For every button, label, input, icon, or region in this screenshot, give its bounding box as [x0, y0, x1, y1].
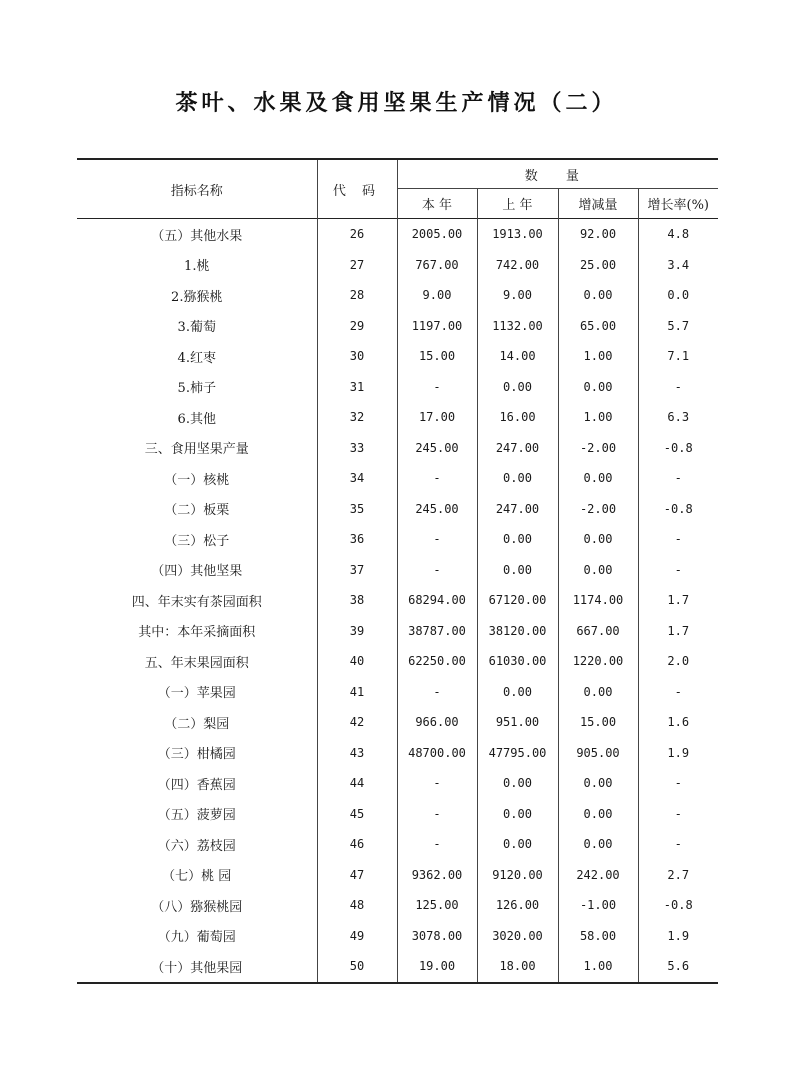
cell-current-year: 62250.00: [397, 646, 477, 677]
cell-change: 0.00: [558, 555, 638, 586]
header-quantity-group: 数 量: [524, 168, 591, 184]
production-table: [77, 158, 718, 984]
cell-indicator-name: 1.桃: [77, 250, 317, 281]
cell-current-year: -: [397, 829, 477, 860]
cell-growth-rate: -: [674, 532, 682, 547]
cell-current-year: 966.00: [397, 707, 477, 738]
cell-code: 38: [317, 585, 397, 616]
header-change: 增减量: [558, 189, 638, 219]
table-row: [77, 921, 718, 952]
cell-indicator-name: 五、年末果园面积: [77, 646, 317, 677]
cell-current-year: 2005.00: [397, 219, 477, 250]
cell-current-year: 68294.00: [397, 585, 477, 616]
cell-code: 31: [317, 372, 397, 403]
cell-code: 36: [317, 524, 397, 555]
cell-previous-year: 742.00: [477, 250, 558, 281]
table-row: [77, 829, 718, 860]
cell-change: 0.00: [558, 463, 638, 494]
table-row: [77, 463, 718, 494]
cell-indicator-name: （六）荔枝园: [77, 829, 317, 860]
cell-previous-year: 0.00: [477, 524, 558, 555]
cell-indicator-name: （三）松子: [77, 524, 317, 555]
cell-change: 92.00: [558, 219, 638, 250]
cell-growth-rate: 7.1: [667, 349, 690, 364]
cell-change: 0.00: [558, 799, 638, 830]
cell-previous-year: 0.00: [477, 799, 558, 830]
table-row: [77, 555, 718, 586]
cell-previous-year: 61030.00: [477, 646, 558, 677]
cell-growth-rate: 5.6: [667, 959, 690, 974]
cell-current-year: -: [397, 372, 477, 403]
table-body: [77, 219, 718, 983]
cell-previous-year: 16.00: [477, 402, 558, 433]
cell-indicator-name: 三、食用坚果产量: [77, 433, 317, 464]
table-row: [77, 951, 718, 983]
cell-indicator-name: （三）柑橘园: [77, 738, 317, 769]
table-row: [77, 280, 718, 311]
cell-code: 35: [317, 494, 397, 525]
cell-change: 1.00: [558, 341, 638, 372]
cell-indicator-name: （二）板栗: [77, 494, 317, 525]
cell-current-year: 3078.00: [397, 921, 477, 952]
cell-growth-rate: -: [674, 684, 682, 699]
cell-current-year: -: [397, 555, 477, 586]
cell-previous-year: 67120.00: [477, 585, 558, 616]
cell-growth-rate: -0.8: [663, 898, 693, 913]
cell-current-year: 19.00: [397, 951, 477, 983]
table-row: [77, 402, 718, 433]
cell-indicator-name: （九）葡萄园: [77, 921, 317, 952]
cell-current-year: 9.00: [397, 280, 477, 311]
cell-previous-year: 9.00: [477, 280, 558, 311]
cell-indicator-name: （八）猕猴桃园: [77, 890, 317, 921]
cell-code: 44: [317, 768, 397, 799]
cell-code: 49: [317, 921, 397, 952]
cell-growth-rate: 2.7: [667, 867, 690, 882]
cell-change: 0.00: [558, 372, 638, 403]
cell-indicator-name: （十）其他果园: [77, 951, 317, 983]
cell-current-year: -: [397, 799, 477, 830]
page-title: 茶叶、水果及食用坚果生产情况（二）: [175, 91, 618, 116]
cell-current-year: -: [397, 463, 477, 494]
cell-previous-year: 9120.00: [477, 860, 558, 891]
cell-growth-rate: -: [674, 562, 682, 577]
cell-growth-rate: 0.0: [667, 288, 690, 303]
table-row: [77, 494, 718, 525]
table-header: [77, 159, 718, 219]
cell-change: -2.00: [558, 433, 638, 464]
cell-growth-rate: -0.8: [663, 501, 693, 516]
cell-previous-year: 0.00: [477, 372, 558, 403]
cell-code: 42: [317, 707, 397, 738]
cell-code: 37: [317, 555, 397, 586]
table-row: [77, 707, 718, 738]
cell-code: 26: [317, 219, 397, 250]
cell-indicator-name: （五）菠萝园: [77, 799, 317, 830]
cell-change: 65.00: [558, 311, 638, 342]
cell-growth-rate: 6.3: [667, 410, 690, 425]
header-current-year: 本 年: [397, 189, 477, 219]
cell-change: 0.00: [558, 829, 638, 860]
table-row: [77, 585, 718, 616]
table-row: [77, 799, 718, 830]
cell-growth-rate: 2.0: [667, 654, 690, 669]
table-row: [77, 860, 718, 891]
cell-growth-rate: 1.7: [667, 623, 690, 638]
cell-code: 30: [317, 341, 397, 372]
cell-code: 29: [317, 311, 397, 342]
cell-growth-rate: 3.4: [667, 257, 690, 272]
cell-change: 1.00: [558, 951, 638, 983]
cell-indicator-name: 四、年末实有茶园面积: [77, 585, 317, 616]
cell-current-year: 245.00: [397, 494, 477, 525]
cell-previous-year: 1913.00: [477, 219, 558, 250]
cell-previous-year: 126.00: [477, 890, 558, 921]
cell-change: -1.00: [558, 890, 638, 921]
cell-current-year: 38787.00: [397, 616, 477, 647]
cell-code: 34: [317, 463, 397, 494]
cell-code: 32: [317, 402, 397, 433]
cell-change: 15.00: [558, 707, 638, 738]
cell-current-year: -: [397, 768, 477, 799]
cell-code: 43: [317, 738, 397, 769]
cell-code: 27: [317, 250, 397, 281]
cell-indicator-name: 6.其他: [77, 402, 317, 433]
cell-change: 1220.00: [558, 646, 638, 677]
cell-current-year: 767.00: [397, 250, 477, 281]
cell-current-year: 15.00: [397, 341, 477, 372]
cell-growth-rate: 1.7: [667, 593, 690, 608]
cell-indicator-name: （一）核桃: [77, 463, 317, 494]
table-row: [77, 890, 718, 921]
cell-code: 50: [317, 951, 397, 983]
cell-change: 242.00: [558, 860, 638, 891]
cell-code: 46: [317, 829, 397, 860]
cell-indicator-name: 5.柿子: [77, 372, 317, 403]
cell-indicator-name: （二）梨园: [77, 707, 317, 738]
cell-code: 47: [317, 860, 397, 891]
cell-previous-year: 247.00: [477, 494, 558, 525]
table-row: [77, 677, 718, 708]
cell-change: 0.00: [558, 524, 638, 555]
cell-code: 40: [317, 646, 397, 677]
cell-change: 0.00: [558, 280, 638, 311]
cell-previous-year: 0.00: [477, 555, 558, 586]
cell-previous-year: 3020.00: [477, 921, 558, 952]
cell-previous-year: 0.00: [477, 768, 558, 799]
table-row: [77, 372, 718, 403]
cell-indicator-name: 2.猕猴桃: [77, 280, 317, 311]
table-row: [77, 524, 718, 555]
cell-indicator-name: （七）桃 园: [77, 860, 317, 891]
cell-change: 1174.00: [558, 585, 638, 616]
cell-previous-year: 38120.00: [477, 616, 558, 647]
cell-code: 33: [317, 433, 397, 464]
cell-current-year: 9362.00: [397, 860, 477, 891]
cell-current-year: -: [397, 524, 477, 555]
cell-growth-rate: -: [674, 379, 682, 394]
cell-previous-year: 0.00: [477, 463, 558, 494]
cell-previous-year: 0.00: [477, 829, 558, 860]
header-previous-year: 上 年: [477, 189, 558, 219]
table-row: [77, 341, 718, 372]
cell-previous-year: 18.00: [477, 951, 558, 983]
table-row: [77, 250, 718, 281]
cell-change: 0.00: [558, 768, 638, 799]
table-row: [77, 768, 718, 799]
table-row: [77, 616, 718, 647]
cell-code: 39: [317, 616, 397, 647]
cell-indicator-name: 其中：本年采摘面积: [77, 616, 317, 647]
cell-indicator-name: 4.红枣: [77, 341, 317, 372]
header-code: 代 码: [317, 159, 397, 219]
cell-previous-year: 14.00: [477, 341, 558, 372]
header-growth-rate: 增长率(%): [638, 189, 718, 219]
header-indicator-name: 指标名称: [77, 159, 317, 219]
cell-previous-year: 951.00: [477, 707, 558, 738]
cell-current-year: 245.00: [397, 433, 477, 464]
cell-current-year: 17.00: [397, 402, 477, 433]
cell-current-year: 125.00: [397, 890, 477, 921]
cell-indicator-name: （一）苹果园: [77, 677, 317, 708]
cell-current-year: 48700.00: [397, 738, 477, 769]
cell-indicator-name: （四）香蕉园: [77, 768, 317, 799]
cell-previous-year: 0.00: [477, 677, 558, 708]
cell-growth-rate: 1.9: [667, 745, 690, 760]
table-row: [77, 219, 718, 250]
cell-growth-rate: -: [674, 471, 682, 486]
cell-indicator-name: （四）其他坚果: [77, 555, 317, 586]
cell-change: -2.00: [558, 494, 638, 525]
cell-code: 48: [317, 890, 397, 921]
cell-current-year: 1197.00: [397, 311, 477, 342]
cell-growth-rate: -: [674, 776, 682, 791]
cell-change: 905.00: [558, 738, 638, 769]
cell-current-year: -: [397, 677, 477, 708]
cell-indicator-name: 3.葡萄: [77, 311, 317, 342]
table-row: [77, 646, 718, 677]
cell-growth-rate: -0.8: [663, 440, 693, 455]
cell-previous-year: 247.00: [477, 433, 558, 464]
cell-code: 45: [317, 799, 397, 830]
cell-change: 667.00: [558, 616, 638, 647]
table-row: [77, 738, 718, 769]
cell-indicator-name: （五）其他水果: [77, 219, 317, 250]
cell-growth-rate: 1.9: [667, 928, 690, 943]
cell-change: 58.00: [558, 921, 638, 952]
cell-growth-rate: -: [674, 806, 682, 821]
cell-change: 25.00: [558, 250, 638, 281]
cell-change: 1.00: [558, 402, 638, 433]
cell-previous-year: 47795.00: [477, 738, 558, 769]
cell-growth-rate: -: [674, 837, 682, 852]
cell-previous-year: 1132.00: [477, 311, 558, 342]
cell-change: 0.00: [558, 677, 638, 708]
cell-growth-rate: 1.6: [667, 715, 690, 730]
table-row: [77, 433, 718, 464]
table-row: [77, 311, 718, 342]
cell-code: 28: [317, 280, 397, 311]
cell-growth-rate: 5.7: [667, 318, 690, 333]
cell-growth-rate: 4.8: [638, 219, 718, 250]
cell-code: 41: [317, 677, 397, 708]
